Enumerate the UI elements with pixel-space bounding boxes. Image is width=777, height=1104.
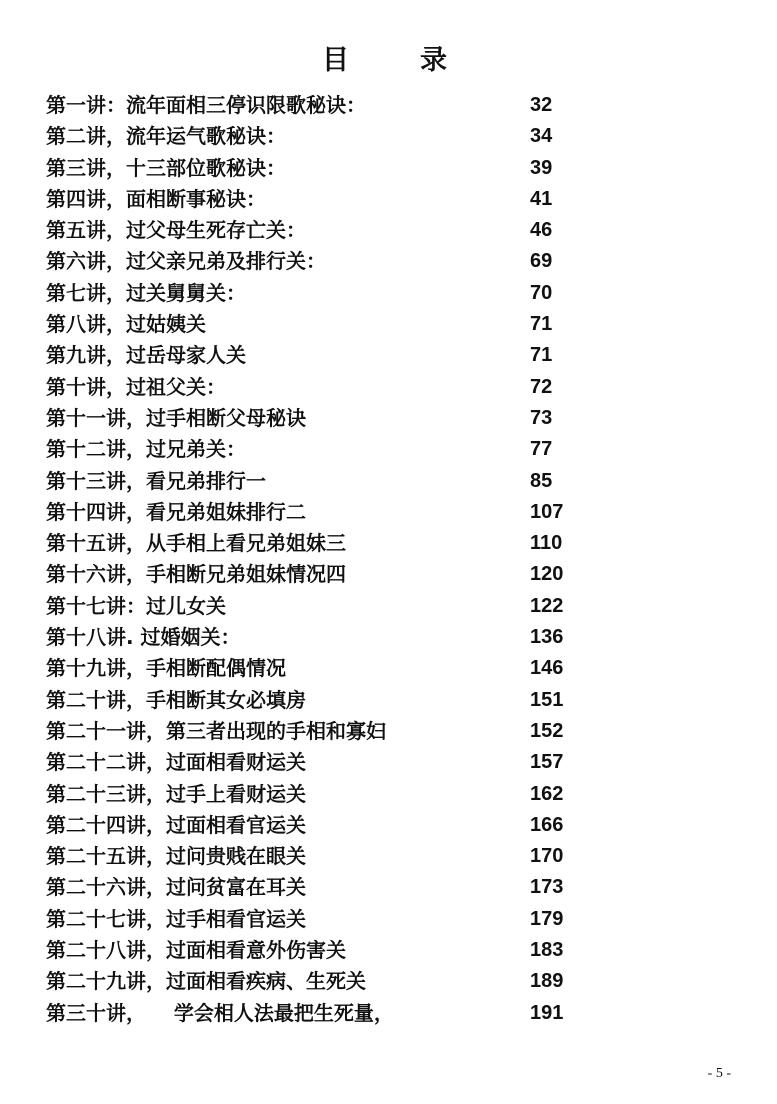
toc-entry-title: 第二十六讲，过问贫富在耳关 bbox=[46, 875, 306, 900]
toc-entry bbox=[46, 246, 626, 277]
toc-entry bbox=[46, 841, 626, 872]
toc-entry-page: 183 bbox=[530, 939, 564, 962]
toc-entry-page: 152 bbox=[530, 719, 564, 742]
toc-entry-page: 32 bbox=[530, 94, 553, 116]
toc-entry-title: 第十四讲，看兄弟姐妹排行二 bbox=[46, 499, 306, 524]
toc-entry-page: 107 bbox=[530, 500, 564, 523]
toc-entry-page: 173 bbox=[530, 876, 564, 899]
toc-entry-title: 第十九讲，手相断配偶情况 bbox=[46, 656, 286, 681]
toc-entry-title: 第二十一讲，第三者出现的手相和寡妇 bbox=[46, 718, 386, 743]
toc-entry bbox=[46, 215, 626, 246]
toc-entry bbox=[46, 591, 626, 622]
toc-entry-title: 第二讲，流年运气歌秘诀： bbox=[46, 124, 286, 149]
toc-entry-page: 69 bbox=[530, 250, 553, 273]
toc-entry bbox=[46, 998, 626, 1029]
toc-entry bbox=[46, 904, 626, 935]
toc-entry-title: 第三十讲， 学会相人法最把生死量， bbox=[46, 1000, 394, 1025]
toc-entry-page: 136 bbox=[530, 626, 564, 649]
toc-entry-title: 第二十四讲，过面相看官运关 bbox=[46, 812, 306, 837]
toc-entry-page: 189 bbox=[530, 970, 564, 993]
toc-entry bbox=[46, 622, 626, 653]
toc-entry-title: 第二十讲，手相断其女必填房 bbox=[46, 687, 306, 712]
toc-entry-page: 120 bbox=[530, 563, 564, 586]
table-of-contents bbox=[46, 90, 626, 1029]
page-title: 目 录 bbox=[322, 45, 469, 76]
toc-entry-page: 72 bbox=[530, 375, 553, 398]
toc-entry-title: 第十三讲，看兄弟排行一 bbox=[46, 468, 266, 493]
toc-entry bbox=[46, 403, 626, 434]
toc-entry-page: 170 bbox=[530, 845, 564, 868]
toc-entry-title: 第二十二讲，过面相看财运关 bbox=[46, 750, 306, 775]
page-number: - 5 - bbox=[707, 1066, 731, 1081]
toc-entry-page: 73 bbox=[530, 406, 553, 429]
toc-entry bbox=[46, 747, 626, 778]
toc-entry bbox=[46, 340, 626, 371]
toc-entry-title: 第八讲，过姑姨关 bbox=[46, 312, 206, 337]
toc-entry bbox=[46, 935, 626, 966]
toc-entry-title: 第二十五讲，过问贵贱在眼关 bbox=[46, 844, 306, 869]
toc-entry bbox=[46, 653, 626, 684]
toc-entry bbox=[46, 466, 626, 497]
toc-entry bbox=[46, 528, 626, 559]
toc-entry bbox=[46, 434, 626, 465]
toc-entry bbox=[46, 90, 626, 121]
toc-entry-title: 第四讲，面相断事秘诀： bbox=[46, 186, 266, 211]
toc-entry-page: 110 bbox=[530, 532, 563, 555]
toc-entry bbox=[46, 121, 626, 152]
toc-entry-title: 第十八讲. 过婚姻关： bbox=[46, 625, 241, 650]
toc-entry-title: 第九讲，过岳母家人关 bbox=[46, 343, 246, 368]
toc-entry-title: 第十二讲，过兄弟关： bbox=[46, 437, 246, 462]
toc-entry bbox=[46, 559, 626, 590]
toc-entry-page: 70 bbox=[530, 281, 553, 304]
toc-entry bbox=[46, 716, 626, 747]
toc-entry-page: 162 bbox=[530, 782, 564, 805]
toc-entry-title: 第五讲，过父母生死存亡关： bbox=[46, 218, 306, 243]
toc-entry-title: 第一讲：流年面相三停识限歌秘诀： bbox=[46, 93, 366, 117]
toc-entry bbox=[46, 779, 626, 810]
toc-entry-page: 71 bbox=[530, 344, 553, 367]
toc-entry bbox=[46, 372, 626, 403]
toc-entry bbox=[46, 810, 626, 841]
toc-entry-page: 39 bbox=[530, 156, 553, 179]
toc-entry-page: 34 bbox=[530, 125, 553, 148]
toc-entry-title: 第十六讲，手相断兄弟姐妹情况四 bbox=[46, 562, 346, 587]
toc-entry-page: 191 bbox=[530, 1001, 564, 1024]
toc-entry bbox=[46, 184, 626, 215]
toc-entry-title: 第十五讲，从手相上看兄弟姐妹三 bbox=[46, 531, 346, 556]
toc-entry-title: 第二十八讲，过面相看意外伤害关 bbox=[46, 938, 346, 963]
toc-entry-page: 122 bbox=[530, 594, 564, 617]
toc-entry-title: 第十讲，过祖父关： bbox=[46, 374, 226, 399]
toc-entry bbox=[46, 278, 626, 309]
toc-entry-page: 179 bbox=[530, 907, 564, 930]
toc-entry-page: 166 bbox=[530, 813, 564, 836]
toc-entry-title: 第二十三讲，过手上看财运关 bbox=[46, 781, 306, 806]
toc-entry bbox=[46, 497, 626, 528]
toc-entry-page: 146 bbox=[530, 657, 564, 680]
toc-entry bbox=[46, 966, 626, 997]
toc-entry-title: 第七讲，过关舅舅关： bbox=[46, 280, 246, 305]
toc-entry-title: 第十七讲：过儿女关 bbox=[46, 593, 226, 618]
toc-entry bbox=[46, 685, 626, 716]
toc-entry-title: 第十一讲，过手相断父母秘诀 bbox=[46, 405, 306, 430]
toc-entry-page: 157 bbox=[530, 751, 564, 774]
toc-entry bbox=[46, 153, 626, 184]
toc-entry-page: 77 bbox=[530, 438, 553, 461]
toc-entry-page: 71 bbox=[530, 313, 553, 336]
toc-entry-title: 第二十九讲，过面相看疾病、生死关 bbox=[46, 969, 366, 994]
toc-entry-page: 46 bbox=[530, 219, 553, 242]
toc-entry bbox=[46, 872, 626, 903]
toc-entry-page: 41 bbox=[530, 187, 553, 210]
toc-entry bbox=[46, 309, 626, 340]
toc-entry-title: 第六讲，过父亲兄弟及排行关： bbox=[46, 249, 326, 274]
toc-entry-title: 第二十七讲，过手相看官运关 bbox=[46, 906, 306, 931]
toc-entry-page: 151 bbox=[530, 688, 564, 711]
toc-entry-title: 第三讲，十三部位歌秘诀： bbox=[46, 155, 286, 180]
toc-entry-page: 85 bbox=[530, 469, 553, 492]
